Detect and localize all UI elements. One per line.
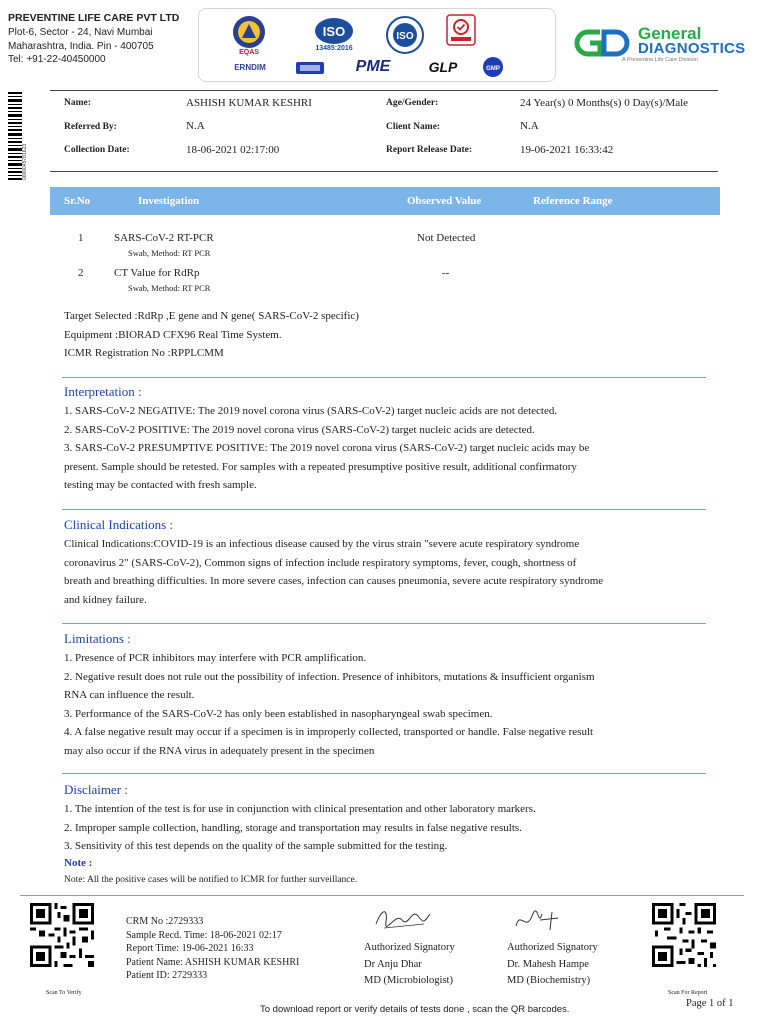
qr-code-icon bbox=[652, 903, 716, 967]
interpretation-line: 2. SARS-CoV-2 POSITIVE: The 2019 novel corona virus (SARS-CoV-2) target nucleic acids are detected. bbox=[64, 423, 535, 436]
patient-name: ASHISH KUMAR KESHRI bbox=[186, 97, 312, 109]
eqas-icon bbox=[232, 15, 266, 49]
kikk-icon bbox=[296, 62, 324, 74]
referred-label: Referred By: bbox=[64, 122, 117, 132]
pme-logo: PME bbox=[355, 58, 391, 75]
lab-name: PREVENTINE LIFE CARE PVT LTD bbox=[8, 12, 180, 24]
limitations-line: 4. A false negative result may occur if a specimen is in improperly collected, transported or handle. False negative result bbox=[64, 726, 594, 738]
verify-qr-code[interactable] bbox=[30, 903, 94, 967]
eqas-label: EQAS bbox=[239, 48, 259, 56]
limitations-line: 2. Negative result does not rule out the possibility of infection. Presence of inhibitors, mutations & insufficient organism bbox=[64, 670, 595, 683]
iso-round-mark: ISO bbox=[396, 31, 414, 42]
download-instructions: To download report or verify details of tests done , scan the QR barcodes. bbox=[260, 1004, 570, 1015]
address-line: Maharashtra, India. Pin - 400705 bbox=[8, 40, 154, 52]
limitations-title: Limitations : bbox=[64, 631, 131, 646]
iso-globe-icon bbox=[314, 17, 354, 45]
row-2-value: -- bbox=[442, 267, 450, 279]
clinical-body bbox=[64, 535, 714, 609]
interpretation-body bbox=[64, 402, 714, 495]
address-line: Plot-6, Sector - 24, Navi Mumbai bbox=[8, 27, 153, 38]
row-2-method: Swab, Method: RT PCR bbox=[128, 283, 211, 293]
footer-patient-id: Patient ID: 2729333 bbox=[126, 970, 208, 981]
gmp-icon bbox=[482, 56, 504, 78]
interpretation-title: Interpretation : bbox=[64, 384, 142, 399]
kikk-logo bbox=[295, 61, 325, 75]
brand-tagline: A Preventine Life Care Division bbox=[622, 57, 698, 63]
report-qr-code[interactable] bbox=[652, 903, 716, 967]
clinical-line: and kidney failure. bbox=[64, 593, 147, 606]
referred-by: N.A bbox=[186, 120, 205, 132]
name-label: Name: bbox=[64, 98, 91, 108]
crm-number: CRM No :2729333 bbox=[126, 916, 204, 927]
divider bbox=[62, 509, 706, 510]
signature-image bbox=[372, 902, 432, 934]
scan-report-label: Scan For Report bbox=[668, 990, 708, 996]
signatory-2 bbox=[507, 940, 598, 990]
limitations-line: 1. Presence of PCR inhibitors may interfere with PCR amplification. bbox=[64, 652, 367, 664]
row-1-value: Not Detected bbox=[417, 232, 476, 244]
divider bbox=[62, 773, 706, 774]
release-date: 19-06-2021 16:33:42 bbox=[520, 144, 614, 156]
age-label: Age/Gender: bbox=[386, 98, 439, 108]
limitations-line: may also occur if the RNA virus in adequately present in the specimen bbox=[64, 744, 375, 757]
footer-divider bbox=[20, 895, 744, 896]
qr-code-icon bbox=[30, 903, 94, 967]
brand-general: General bbox=[638, 24, 702, 43]
signature-mahesh-hampe bbox=[512, 906, 568, 936]
limitations-line: RNA can influence the result. bbox=[64, 689, 195, 701]
eqas-logo bbox=[227, 13, 271, 57]
gmp-mark: GMP bbox=[486, 66, 500, 72]
header-observed: Observed Value bbox=[407, 195, 482, 207]
erndim-logo: ERNDIM bbox=[234, 62, 266, 72]
signatory-title: Authorized Signatory bbox=[507, 942, 598, 953]
row-1-test: SARS-CoV-2 RT-PCR bbox=[114, 232, 214, 244]
brand-diagnostics: DIAGNOSTICS bbox=[638, 40, 746, 57]
collection-date: 18-06-2021 02:17:00 bbox=[186, 144, 280, 156]
glp-logo: GLP bbox=[428, 59, 458, 75]
barcode-number: 0000045781623 bbox=[22, 143, 28, 180]
note-text: Note: All the positive cases will be notified to ICMR for further surveillance. bbox=[64, 875, 358, 885]
test-info bbox=[64, 307, 714, 363]
patient-age: 24 Year(s) 0 Months(s) 0 Day(s)/Male bbox=[520, 97, 689, 109]
signatory-title: Authorized Signatory bbox=[364, 942, 455, 953]
signatory-1 bbox=[364, 940, 455, 990]
collection-label: Collection Date: bbox=[64, 145, 130, 155]
page-number: Page 1 of 1 bbox=[686, 998, 734, 1009]
disclaimer-body bbox=[64, 800, 714, 856]
footer-details bbox=[126, 915, 299, 983]
address-line: Tel: +91-22-40450000 bbox=[8, 54, 106, 65]
general-diagnostics-logo bbox=[574, 22, 764, 64]
signature-image bbox=[512, 906, 568, 936]
scan-verify-label: Scan To Verify bbox=[46, 990, 82, 996]
certificate-logo bbox=[445, 13, 477, 47]
signatory-name: Dr. Mahesh Hampe bbox=[507, 958, 589, 970]
icmr-registration: ICMR Registration No :RPPLCMM bbox=[64, 347, 224, 359]
clinical-line: coronavirus 2" (SARS-CoV-2), Common signs of infection include respiratory symptoms, fever, cough, shortness of bbox=[64, 556, 577, 569]
header-range: Reference Range bbox=[533, 195, 613, 207]
client-label: Client Name: bbox=[386, 122, 441, 132]
report-time: Report Time: 19-06-2021 16:33 bbox=[126, 943, 254, 954]
certificate-icon bbox=[446, 14, 476, 46]
signatory-degree: MD (Biochemistry) bbox=[507, 975, 591, 986]
gmp-logo bbox=[481, 55, 505, 79]
disclaimer-line: 2. Improper sample collection, handling, storage and transportation may results in false negative results. bbox=[64, 821, 522, 834]
interpretation-line: testing may be contacted with fresh sample. bbox=[64, 479, 257, 491]
disclaimer-title: Disclaimer : bbox=[64, 782, 128, 797]
divider bbox=[62, 623, 706, 624]
clinical-line: breath and breathing difficulties. In more severe cases, infection can causes pneumonia, severe acute respiratory syndrome bbox=[64, 575, 604, 587]
barcode bbox=[8, 92, 30, 180]
footer-patient-name: Patient Name: ASHISH KUMAR KESHRI bbox=[126, 956, 300, 968]
equipment: Equipment :BIORAD CFX96 Real Time System. bbox=[64, 328, 282, 341]
signature-anju-dhar bbox=[372, 902, 432, 934]
row-1-method: Swab, Method: RT PCR bbox=[128, 248, 211, 258]
limitations-line: 3. Performance of the SARS-CoV-2 has only been established in nasopharyngeal swab specimen. bbox=[64, 707, 493, 720]
row-1-sr: 1 bbox=[78, 232, 84, 244]
clinical-title: Clinical Indications : bbox=[64, 517, 174, 532]
target-selected: Target Selected :RdRp ,E gene and N gene( SARS-CoV-2 specific) bbox=[64, 310, 359, 322]
note-title: Note : bbox=[64, 857, 93, 869]
interpretation-line: 1. SARS-CoV-2 NEGATIVE: The 2019 novel corona virus (SARS-CoV-2) target nucleic acids are not detected. bbox=[64, 405, 558, 417]
accreditation-logos bbox=[198, 8, 556, 82]
interpretation-line: 3. SARS-CoV-2 PRESUMPTIVE POSITIVE: The 2019 novel corona virus (SARS-CoV-2) target nucleic acids may be bbox=[64, 442, 590, 454]
iso-code: 13485:2016 bbox=[315, 44, 353, 52]
signatory-degree: MD (Microbiologist) bbox=[364, 975, 453, 986]
row-2-sr: 2 bbox=[78, 267, 84, 279]
disclaimer-line: 3. Sensitivity of this test depends on the quality of the sample submitted for the testing. bbox=[64, 840, 448, 852]
iso-13485-logo bbox=[307, 13, 361, 55]
clinical-line: Clinical Indications:COVID-19 is an infectious disease caused by the virus strain "severe acute respiratory syndrome bbox=[64, 538, 580, 550]
sample-recd-time: Sample Recd. Time: 18-06-2021 02:17 bbox=[126, 929, 282, 941]
release-label: Report Release Date: bbox=[386, 145, 472, 155]
disclaimer-line: 1. The intention of the test is for use in conjunction with clinical presentation and other laboratory markers. bbox=[64, 803, 536, 815]
header-investigation: Investigation bbox=[138, 195, 200, 207]
header-srno: Sr.No bbox=[64, 195, 91, 207]
client-name: N.A bbox=[520, 120, 539, 132]
row-2-test: CT Value for RdRp bbox=[114, 267, 200, 279]
iso-mark: ISO bbox=[322, 23, 346, 39]
lab-address bbox=[8, 26, 154, 67]
gd-monogram-icon bbox=[574, 26, 632, 60]
iso-round-logo bbox=[383, 13, 427, 57]
iso-round-icon bbox=[385, 15, 425, 55]
divider bbox=[62, 377, 706, 378]
limitations-body bbox=[64, 649, 714, 760]
interpretation-line: present. Sample should be retested. For samples with a repeated presumptive positive result, additional confirmatory bbox=[64, 460, 577, 473]
signatory-name: Dr Anju Dhar bbox=[364, 958, 422, 970]
